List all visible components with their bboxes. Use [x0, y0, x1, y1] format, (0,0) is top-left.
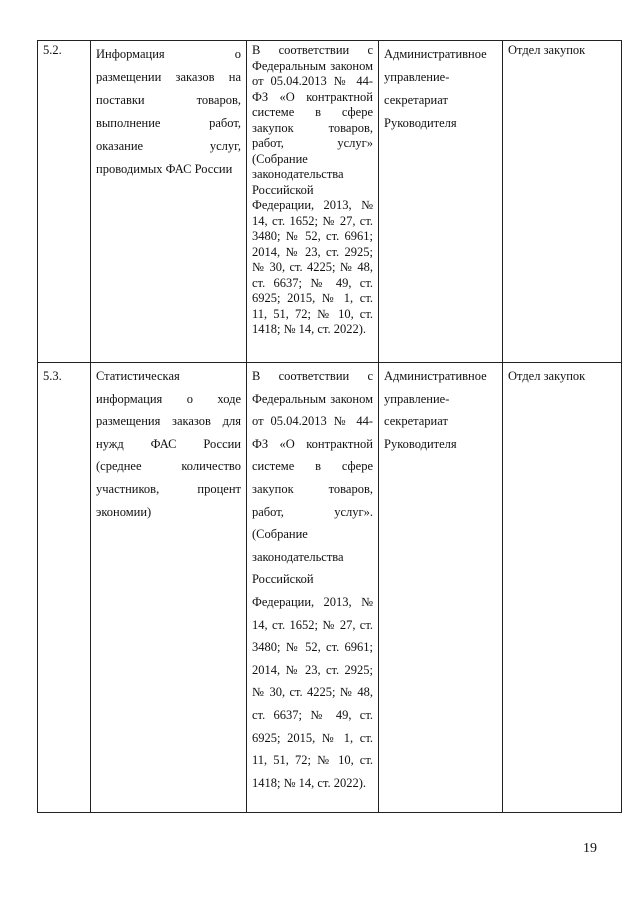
row-number: 5.2. [38, 41, 91, 363]
table-row [38, 363, 622, 813]
page-number: 19 [583, 841, 597, 856]
row-number: 5.3. [38, 363, 91, 813]
responsible-department: Административное управление-секретариат Руководителя [379, 363, 503, 813]
legal-basis: В соответствии с Федеральным законом от 05.04.2013 № 44-ФЗ «О контрактной системе в сфере закупок товаров, работ, услуг». (Собрание законодательства Российской Федерации, 2013, № 14, ст. 1652; № 27, ст. 3480; № 52, ст. 6961; 2014, № 23, ст. 2925; № 30, ст. 4225; № 48, ст. 6637; № 49, ст. 6925; 2015, № 1, ст. 11, 51, 72; № 10, ст. 1418; № 14, ст. 2022). [247, 363, 379, 813]
info-description: Статистическая информация о ходе размещения заказов для нужд ФАС России (среднее количество участников, процент экономии) [91, 363, 247, 813]
table-row [38, 41, 622, 363]
responsible-unit: Отдел закупок [503, 41, 622, 363]
responsible-department: Административное управление-секретариат Руководителя [379, 41, 503, 363]
info-description: Информация о размещении заказов на поставки товаров, выполнение работ, оказание услуг, проводимых ФАС России [91, 41, 247, 363]
responsible-unit: Отдел закупок [503, 363, 622, 813]
legal-basis: В соответствии с Федеральным законом от 05.04.2013 № 44-ФЗ «О контрактной системе в сфере закупок товаров, работ, услуг» (Собрание законодательства Российской Федерации, 2013, № 14, ст. 1652; № 27, ст. 3480; № 52, ст. 6961; 2014, № 23, ст. 2925; № 30, ст. 4225; № 48, ст. 6637; № 49, ст. 6925; 2015, № 1, ст. 11, 51, 72; № 10, ст. 1418; № 14, ст. 2022). [247, 41, 379, 363]
document-table [37, 40, 622, 813]
